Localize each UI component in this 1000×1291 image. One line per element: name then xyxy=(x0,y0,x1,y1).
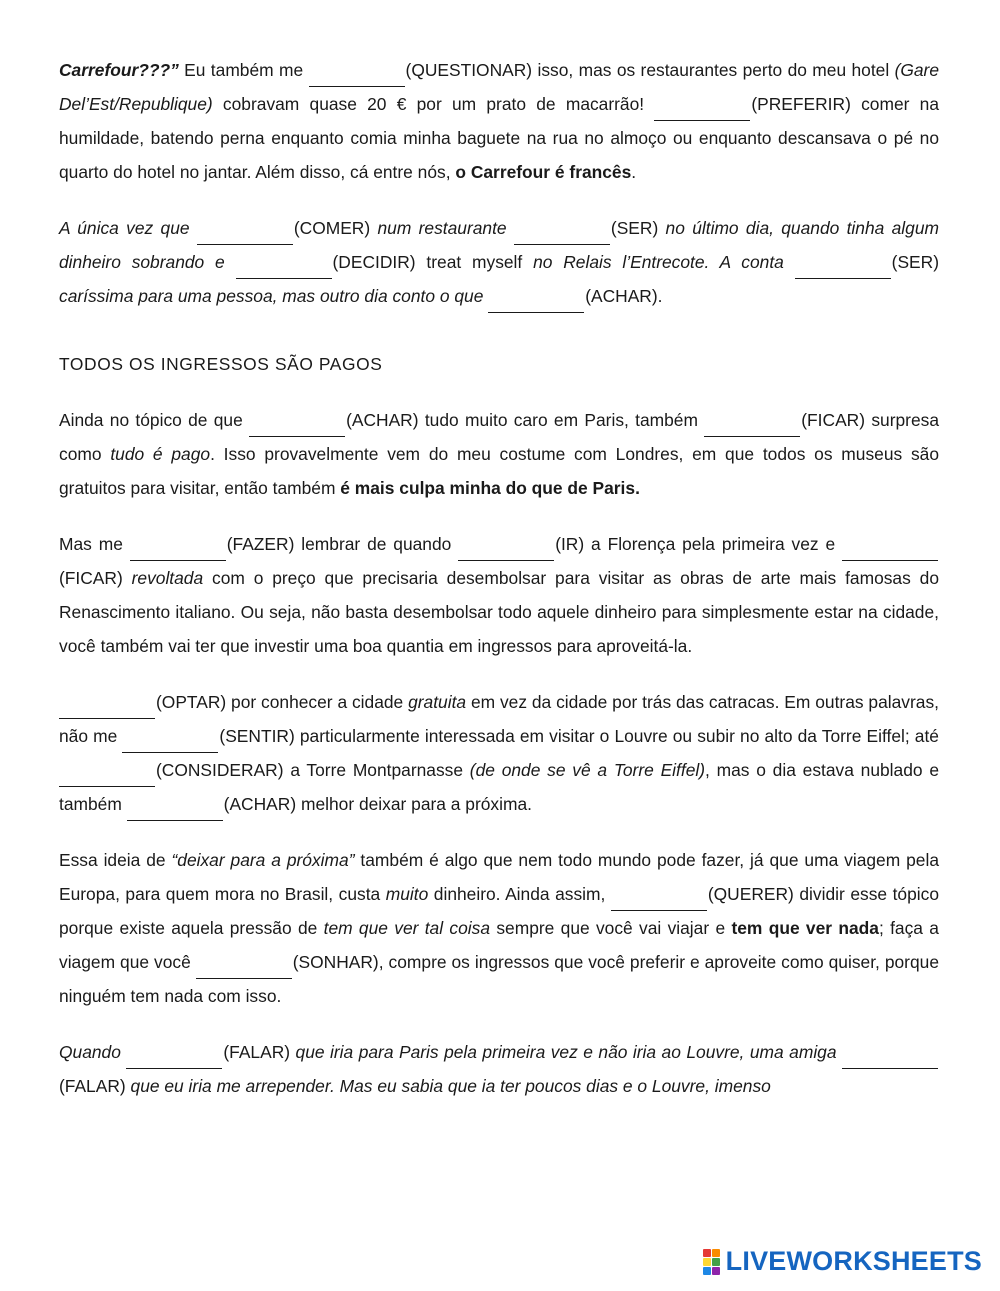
text-segment: é mais culpa minha do que de Paris. xyxy=(340,478,640,498)
text-segment: sempre que você vai viajar e xyxy=(490,918,732,938)
text-segment: (de onde se vê a Torre Eiffel) xyxy=(469,760,706,780)
answer-blank-falar[interactable] xyxy=(842,1048,938,1069)
answer-blank-decidir[interactable] xyxy=(236,258,332,279)
answer-blank-sonhar[interactable] xyxy=(196,958,292,979)
answer-blank-ser[interactable] xyxy=(514,224,610,245)
paragraph-p2 xyxy=(59,211,939,313)
verb-hint: (SONHAR) xyxy=(292,952,379,972)
text-segment: melhor deixar para a próxima. xyxy=(296,794,532,814)
text-segment: gratuita xyxy=(408,692,467,712)
logo-square xyxy=(712,1249,720,1257)
verb-hint: (PREFERIR) xyxy=(751,94,851,114)
text-segment: lembrar de quando xyxy=(294,534,459,554)
text-segment: revoltada xyxy=(131,568,204,588)
text-segment: com o preço que precisaria desembolsar para visitar as obras de arte mais famosas do Renascimento italiano. Ou seja, não basta desembolsar todo aquele dinheiro para simplesmente estar na cidade, você também vai ter que investir uma boa quantia em ingressos para aproveitá-la. xyxy=(59,568,939,656)
text-segment: (Gare Del’Est/Republique) xyxy=(59,60,940,114)
verb-hint: (SER) xyxy=(610,218,659,238)
text-segment: Mas me xyxy=(59,534,130,554)
answer-blank-optar[interactable] xyxy=(59,698,155,719)
heading-text: TODOS OS INGRESSOS SÃO PAGOS xyxy=(59,354,383,374)
verb-hint: (ACHAR) xyxy=(223,794,297,814)
text-segment: também é algo que nem todo mundo pode fazer, já que uma viagem pela Europa, para quem mora no Brasil, custa xyxy=(59,850,939,904)
answer-blank-achar[interactable] xyxy=(127,800,223,821)
text-segment: comer na humildade, batendo perna enquanto comia minha baguete na rua no almoço ou enquanto descansava o pé no quarto do hotel no jantar. Além disso, cá entre nós, xyxy=(59,94,939,182)
text-segment: treat myself xyxy=(415,252,534,272)
text-segment: Ainda no tópico de que xyxy=(59,410,250,430)
text-segment: em vez da cidade por trás das catracas. Em outras palavras, não me xyxy=(59,692,939,746)
text-segment: que eu iria me arrepender. Mas eu sabia que ia ter poucos dias e o Louvre, imenso xyxy=(125,1076,771,1096)
text-segment: , compre os ingressos que você preferir e aproveite como quiser, porque ninguém tem nada com isso. xyxy=(59,952,939,1006)
paragraph-p3 xyxy=(59,403,939,505)
verb-hint: (QUESTIONAR) xyxy=(405,60,533,80)
text-segment: ; faça a viagem que você xyxy=(59,918,939,972)
answer-blank-querer[interactable] xyxy=(611,890,707,911)
answer-blank-falar[interactable] xyxy=(126,1048,222,1069)
verb-hint: (FALAR) xyxy=(59,1076,126,1096)
text-segment: caríssima para uma pessoa, mas outro dia conto o que xyxy=(59,286,489,306)
text-segment: Eu também me xyxy=(178,60,309,80)
text-segment: cobravam quase 20 € por um prato de macarrão! xyxy=(212,94,655,114)
text-segment: Quando xyxy=(59,1042,127,1062)
logo-text: LIVEWORKSHEETS xyxy=(725,1246,982,1276)
text-segment: surpresa como xyxy=(59,410,939,464)
paragraph-p4 xyxy=(59,527,939,663)
verb-hint: (FICAR) xyxy=(59,568,123,588)
paragraph-p1 xyxy=(59,53,939,189)
paragraph-p5 xyxy=(59,685,939,821)
text-segment: tem que ver nada xyxy=(731,918,879,938)
answer-blank-ser[interactable] xyxy=(795,258,891,279)
text-segment: isso, mas os restaurantes perto do meu hotel xyxy=(532,60,895,80)
text-segment: Carrefour???” xyxy=(59,60,179,80)
section-heading xyxy=(59,347,939,381)
text-segment: a Torre Montparnasse xyxy=(283,760,470,780)
text-segment: , mas o dia estava nublado e também xyxy=(59,760,939,814)
logo-square xyxy=(703,1249,711,1257)
logo-square xyxy=(712,1267,720,1275)
answer-blank-ficar[interactable] xyxy=(704,416,800,437)
answer-blank-achar[interactable] xyxy=(488,292,584,313)
text-segment: que iria para Paris pela primeira vez e não iria ao Louvre, uma amiga xyxy=(290,1042,843,1062)
text-segment: Essa ideia de xyxy=(59,850,172,870)
verb-hint: (ACHAR) xyxy=(585,286,658,306)
text-segment: particularmente interessada em visitar o Louvre ou subir no alto da Torre Eiffel; até xyxy=(294,726,939,746)
logo-mark-icon xyxy=(703,1249,720,1275)
text-segment: . xyxy=(631,162,637,182)
answer-blank-ir[interactable] xyxy=(458,540,554,561)
logo-square xyxy=(712,1258,720,1266)
text-segment: a Florença pela primeira vez e xyxy=(584,534,842,554)
text-segment: . xyxy=(657,286,663,306)
verb-hint: (FICAR) xyxy=(801,410,866,430)
paragraph-p6 xyxy=(59,843,939,1013)
text-segment: dinheiro. Ainda assim, xyxy=(428,884,611,904)
answer-blank-considerar[interactable] xyxy=(59,766,155,787)
text-segment: tem que ver tal coisa xyxy=(323,918,491,938)
text-segment: num restaurante xyxy=(370,218,514,238)
verb-hint: (DECIDIR) xyxy=(332,252,416,272)
verb-hint: (QUERER) xyxy=(707,884,794,904)
logo-square xyxy=(703,1267,711,1275)
answer-blank-sentir[interactable] xyxy=(122,732,218,753)
text-segment: dividir esse tópico porque existe aquela pressão de xyxy=(59,884,939,938)
answer-blank-comer[interactable] xyxy=(197,224,293,245)
text-segment: “deixar para a próxima” xyxy=(171,850,355,870)
text-segment xyxy=(123,568,132,588)
paragraph-p7 xyxy=(59,1035,939,1103)
logo-square xyxy=(703,1258,711,1266)
answer-blank-questionar[interactable] xyxy=(309,66,405,87)
text-segment: tudo é pago xyxy=(110,444,211,464)
text-segment: no Relais l’Entrecote. A conta xyxy=(533,252,795,272)
text-segment: A única vez que xyxy=(59,218,197,238)
verb-hint: (ACHAR) xyxy=(346,410,419,430)
verb-hint: (IR) xyxy=(555,534,585,554)
verb-hint: (OPTAR) xyxy=(156,692,227,712)
text-segment: o Carrefour é francês xyxy=(455,162,632,182)
verb-hint: (SENTIR) xyxy=(219,726,295,746)
answer-blank-ficar[interactable] xyxy=(842,540,938,561)
text-segment: muito xyxy=(385,884,429,904)
verb-hint: (SER) xyxy=(891,252,939,272)
text-segment: . Isso provavelmente vem do meu costume com Londres, em que todos os museus são gratuitos para visitar, então também xyxy=(59,444,940,498)
text-segment: no último dia, quando tinha algum dinheiro sobrando e xyxy=(59,218,939,272)
verb-hint: (COMER) xyxy=(293,218,371,238)
verb-hint: (FALAR) xyxy=(223,1042,291,1062)
text-segment: tudo muito caro em Paris, também xyxy=(418,410,705,430)
liveworksheets-logo xyxy=(703,1246,982,1277)
answer-blank-fazer[interactable] xyxy=(130,540,226,561)
worksheet-text xyxy=(59,53,939,1103)
verb-hint: (FAZER) xyxy=(226,534,295,554)
answer-blank-achar[interactable] xyxy=(249,416,345,437)
answer-blank-preferir[interactable] xyxy=(654,100,750,121)
verb-hint: (CONSIDERAR) xyxy=(156,760,284,780)
text-segment: por conhecer a cidade xyxy=(226,692,409,712)
